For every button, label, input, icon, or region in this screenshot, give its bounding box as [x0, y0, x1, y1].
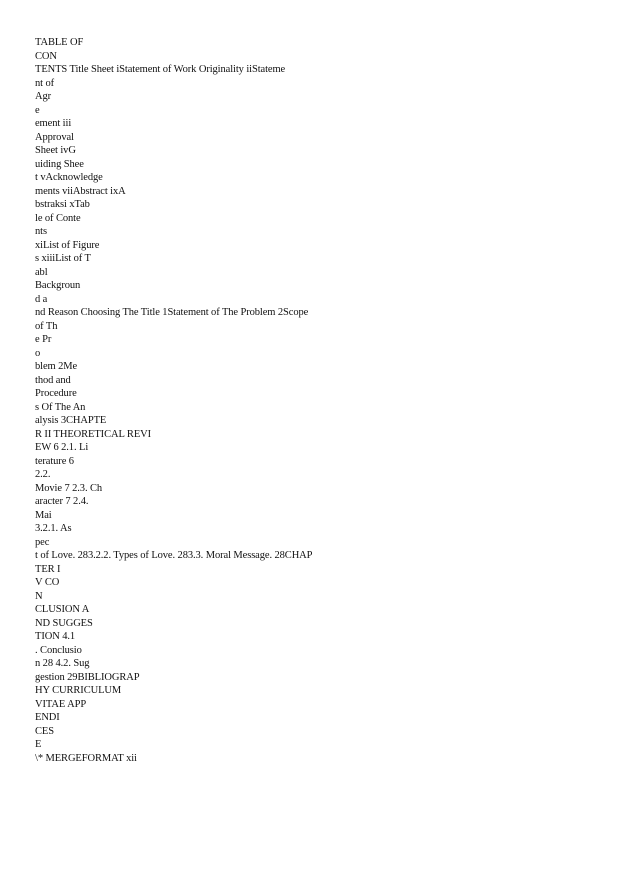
text-line: Approval	[35, 131, 74, 143]
text-line: t vAcknowledge	[35, 172, 103, 183]
text-line: nt of	[35, 77, 55, 89]
text-line: E	[35, 739, 42, 750]
text-line: . Conclusio	[35, 644, 82, 656]
text-line: alysis 3CHAPTE	[35, 415, 107, 426]
text-line: EW 6 2.1. Li	[35, 442, 89, 453]
text-line: V CO	[35, 577, 60, 588]
text-line: xiList of Figure	[35, 239, 100, 251]
text-line: blem 2Me	[35, 361, 78, 372]
text-line: ND SUGGES	[35, 617, 93, 629]
text-line: TABLE OF	[35, 37, 84, 48]
text-line: abl	[35, 266, 48, 278]
text-line: e	[35, 104, 40, 116]
text-line: N	[35, 590, 43, 602]
text-line: HY CURRICULUM	[35, 685, 122, 696]
text-line: uiding Shee	[35, 158, 84, 170]
text-line: ments viiAbstract ixA	[35, 185, 126, 197]
text-line: s xiiiList of T	[35, 253, 91, 264]
text-line: CON	[35, 50, 57, 62]
text-line: t of Love. 283.2.2. Types of Love. 283.3. Moral Message. 28CHAP	[35, 550, 313, 561]
text-line: le of Conte	[35, 212, 81, 224]
text-line: d a	[35, 293, 48, 305]
text-line: of Th	[35, 320, 58, 332]
text-line: Mai	[35, 509, 52, 521]
text-line: VITAE APP	[35, 698, 87, 710]
text-line: 3.2.1. As	[35, 523, 72, 534]
text-line: s Of The An	[35, 401, 86, 413]
text-line: Backgroun	[35, 280, 81, 291]
text-line: terature 6	[35, 455, 74, 467]
text-line: pec	[35, 536, 50, 548]
text-line: o	[35, 347, 41, 359]
text-line: ENDI	[35, 712, 60, 723]
text-line: ement iii	[35, 118, 72, 129]
text-line: aracter 7 2.4.	[35, 496, 89, 507]
text-line: TER I	[35, 563, 61, 575]
text-line: gestion 29BIBLIOGRAP	[35, 671, 140, 683]
text-line: bstraksi xTab	[35, 199, 90, 210]
text-line: e Pr	[35, 334, 52, 345]
text-line: R II THEORETICAL REVI	[35, 428, 152, 440]
text-line: CLUSION A	[35, 604, 90, 615]
table-of-contents-text	[35, 36, 595, 765]
text-line: Sheet ivG	[35, 145, 76, 156]
text-line: Agr	[35, 91, 52, 102]
text-line: TION 4.1	[35, 631, 76, 642]
text-line: Movie 7 2.3. Ch	[35, 482, 103, 494]
text-line: Procedure	[35, 388, 77, 399]
text-line: n 28 4.2. Sug	[35, 658, 90, 669]
text-line: nts	[35, 226, 47, 237]
text-line: TENTS Title Sheet iStatement of Work Originality iiStateme	[35, 64, 286, 75]
text-line: nd Reason Choosing The Title 1Statement of The Problem 2Scope	[35, 307, 309, 318]
text-line: \* MERGEFORMAT xii	[35, 752, 137, 764]
text-line: 2.2.	[35, 469, 51, 480]
text-line: thod and	[35, 374, 71, 386]
text-line: CES	[35, 725, 54, 737]
